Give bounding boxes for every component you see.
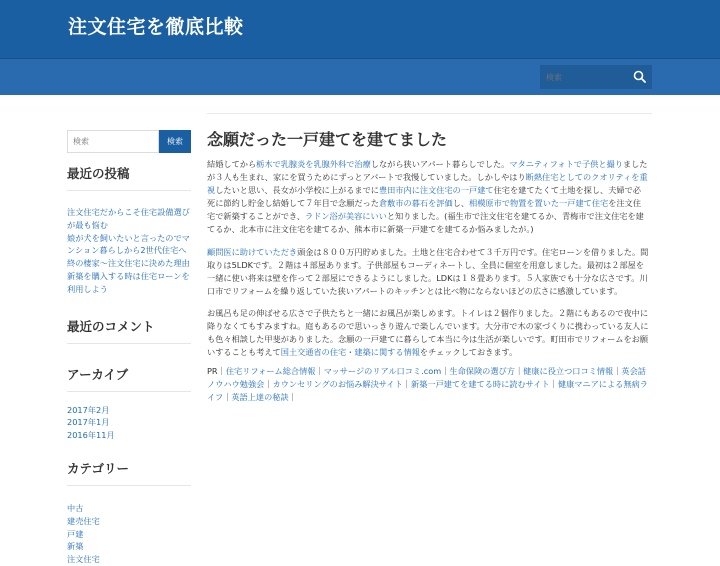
- category-item[interactable]: 戸建: [67, 528, 84, 539]
- nav-bar: [0, 58, 720, 95]
- sidebar-search-input[interactable]: [67, 130, 159, 153]
- recent-posts-title: 最近の投稿: [67, 164, 191, 191]
- post-text: と知りました。(福生市で注文住宅を建てるか、青梅市で注文住宅を建てるか、北本市に注文住宅を建てるか、熊本市に新築一戸建てを建てるか悩みましたが。): [207, 211, 644, 234]
- post-link[interactable]: 倉敷市の暮石を評価: [378, 198, 453, 208]
- sidebar-search-button[interactable]: 検索: [159, 130, 191, 153]
- search-icon[interactable]: [632, 69, 648, 85]
- post-text: ｜: [315, 366, 324, 376]
- recent-post-item[interactable]: 終の棲家〜注文住宅に決めた理由: [67, 258, 190, 269]
- post-paragraph-3: [207, 307, 649, 359]
- post-link[interactable]: 新築一戸建てを建てる時に読むサイト: [411, 379, 550, 389]
- recent-post-item[interactable]: 新築を購入する時は住宅ローンを利用しよう: [67, 270, 190, 294]
- post-link[interactable]: 英語上達の秘訣: [231, 392, 289, 402]
- site-title[interactable]: 注文住宅を徹底比較: [68, 16, 244, 38]
- post-link[interactable]: 健康に役立つ口コミ情報: [523, 366, 614, 376]
- recent-posts-list: [67, 206, 191, 296]
- post-link[interactable]: マッサージのリアル口コミ.com: [323, 366, 442, 376]
- post-link[interactable]: 栃木で乳腺炎を乳腺外科で治療: [256, 159, 371, 169]
- sidebar-search: [67, 130, 191, 153]
- categories-title: カテゴリー: [67, 459, 191, 486]
- post-text: したいと思い、長女が小学校に上がるまでに: [215, 185, 379, 195]
- post-text: ｜: [223, 392, 232, 402]
- post-link[interactable]: 生命保険の選び方: [449, 366, 515, 376]
- post-text: 頭金は８００万円貯めました。土地と住宅合わせて３千万円です。住宅ローンを借りました。間取りは5LDKです。２階は４部屋あります。子供部屋もコーディネートし、全員に個室を用意しました。最初は２部屋を一緒に使い将来は壁を作って２部屋にできるようにしました。LDKは１８畳あります。５人家族でも十分な広さです。川口市でリフォームを繰り返していた狭いアパートのキッチンとは比べ物にならないほどの広さに感激しています。: [207, 247, 649, 296]
- post-paragraph-2: [207, 246, 649, 298]
- category-item[interactable]: 建売住宅: [67, 515, 100, 526]
- recent-post-item[interactable]: 注文住宅だからこそ住宅設備選びが最も悩む: [67, 207, 190, 230]
- post-text: お風呂も足の伸ばせる広さで子供たちと一緒にお風呂が楽しめます。トイレは２個作りました。２階にもあるので夜中に降りなくてもすみますね。庭もあるので思いっきり遊んで楽しんでいます。大分市で木の家づくりに携わっている友人にも色々相談した甲斐がありました。念願の一戸建てに暮らして本当に今は生活が楽しいです。町田市でリフォームをお願いすることも考えて: [207, 308, 649, 357]
- post-text: しながら狭いアパート暮らしでした。: [370, 159, 510, 169]
- post-text: ましたが３人も生まれ、家にを買うためにずっとアパートで我慢していました。しかしやはり: [207, 159, 648, 182]
- recent-comments-title: 最近のコメント: [67, 317, 191, 344]
- archive-item[interactable]: 2016年11月: [67, 430, 115, 441]
- archive-item[interactable]: 2017年2月: [67, 404, 110, 415]
- category-item[interactable]: 中古: [67, 502, 84, 513]
- post-title: 念願だった一戸建てを建てました: [207, 130, 448, 149]
- category-item[interactable]: 注文住宅: [67, 554, 100, 565]
- post-link[interactable]: ラドン浴が美容にいい: [304, 211, 387, 221]
- category-item[interactable]: 新築: [67, 541, 84, 552]
- pr-links: [207, 365, 649, 404]
- post-link[interactable]: マタニティフォトで子供と撮り: [509, 159, 623, 169]
- nav-search: [540, 65, 652, 89]
- post-text: 結婚してから: [207, 159, 257, 169]
- content-divider: [207, 113, 652, 114]
- post-text: ｜: [288, 392, 297, 402]
- post-body: [207, 158, 649, 404]
- nav-search-input[interactable]: [540, 65, 624, 89]
- post-text: ｜: [549, 379, 558, 389]
- post-text: PR｜: [207, 366, 226, 376]
- post-link[interactable]: カウンセリングのお悩み解決サイト: [272, 379, 403, 389]
- post-text: ｜: [264, 379, 273, 389]
- post-text: ｜: [514, 366, 524, 376]
- post-link[interactable]: 相模原市で物置を置いた一戸建て住宅: [469, 198, 609, 208]
- post-link[interactable]: 住宅リフォーム総合情報: [225, 366, 316, 376]
- post-link[interactable]: 英会話ノウハウ勉強会: [207, 366, 646, 389]
- post-paragraph-1: [207, 158, 649, 236]
- post-text: ｜: [613, 366, 622, 376]
- archives-list: [67, 404, 191, 442]
- site-header: [0, 0, 720, 58]
- post-text: 住宅を建てたくて土地を探し、夫婦で必死に節約し貯金し結婚して７年目で念願だった: [207, 185, 641, 208]
- categories-list: [67, 502, 191, 566]
- main-content: [207, 130, 649, 404]
- post-text: を注文住宅で新築することができ、: [207, 198, 642, 221]
- post-text: をチェックしておきます。: [419, 347, 518, 357]
- archive-item[interactable]: 2017年1月: [67, 417, 110, 428]
- post-link[interactable]: 断熱住宅としてのクオリティを重視: [207, 172, 648, 195]
- archives-title: アーカイブ: [67, 365, 191, 392]
- post-link[interactable]: 顧問医に助けていただき: [207, 247, 298, 257]
- post-text: ｜: [441, 366, 450, 376]
- post-text: し、: [452, 198, 470, 208]
- post-link[interactable]: 豊田市内に注文住宅の一戸建て: [378, 185, 494, 195]
- recent-post-item[interactable]: 娘が犬を飼いたいと言ったのでマンション暮らしから2世代住宅へ: [67, 232, 190, 256]
- post-link[interactable]: 国土交通省の住宅・建築に関する情報: [280, 347, 420, 357]
- sidebar: [67, 130, 191, 566]
- post-link[interactable]: 健康マニアによる無病ライフ: [207, 379, 648, 402]
- post-text: ｜: [402, 379, 411, 389]
